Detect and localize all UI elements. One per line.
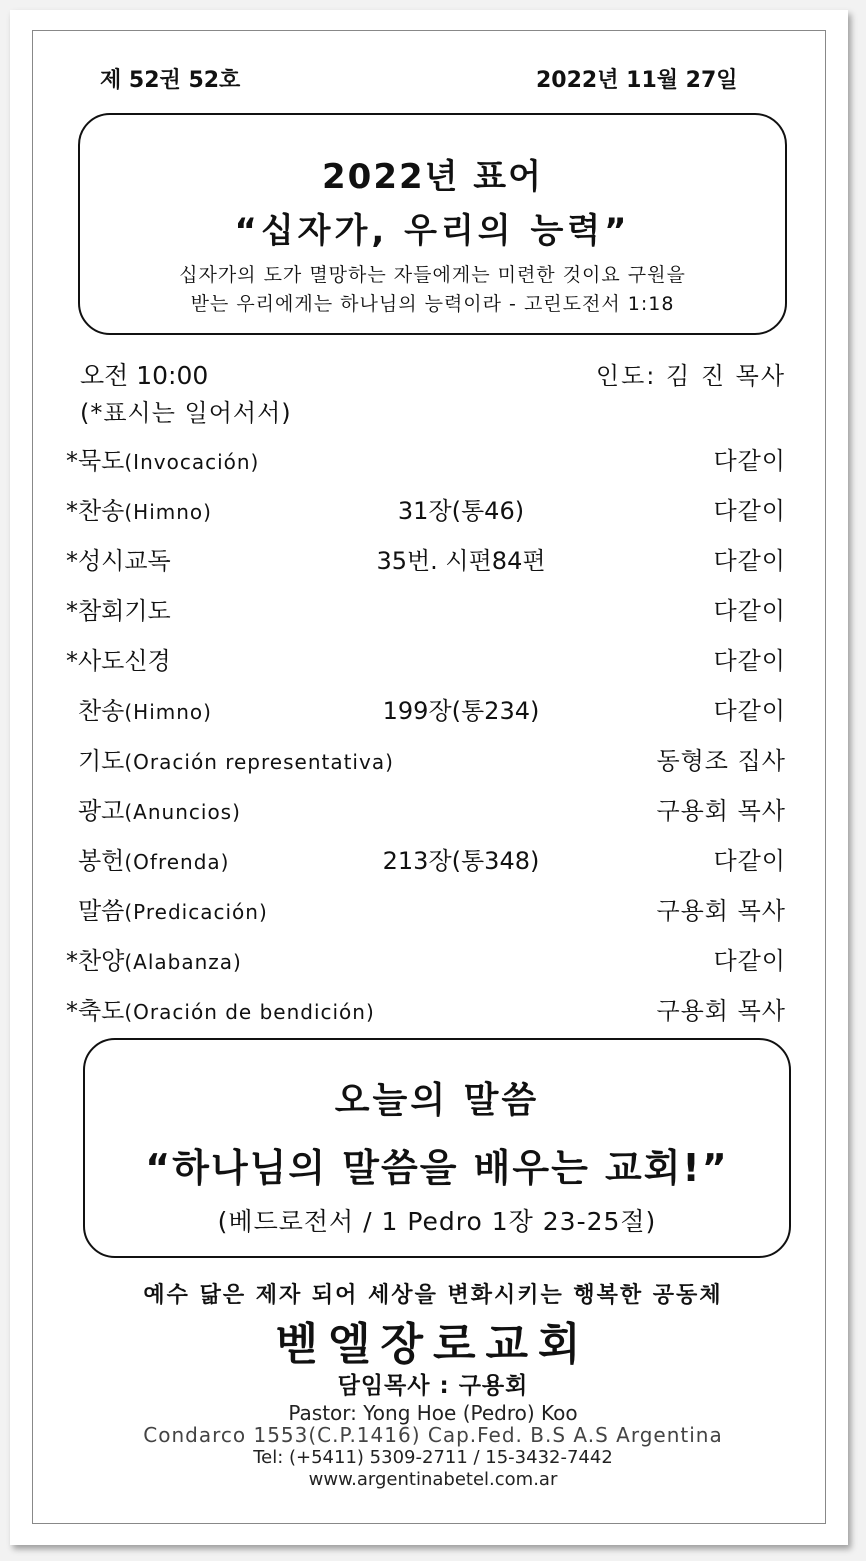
volume-number: 제 52권 52호	[100, 68, 241, 93]
item-detail: 31장(통46)	[397, 497, 525, 525]
worship-item	[66, 441, 786, 481]
item-spanish: (Invocación)	[124, 450, 260, 474]
item-spanish: (Himno)	[124, 500, 212, 524]
worship-item	[66, 991, 786, 1031]
church-address: Condarco 1553(C.P.1416) Cap.Fed. B.S A.S Argentina	[143, 1423, 723, 1447]
church-phone: Tel: (+5411) 5309-2711 / 15-3432-7442	[253, 1447, 613, 1468]
worship-item	[66, 741, 786, 781]
worship-item	[66, 791, 786, 831]
item-spanish: (Anuncios)	[124, 800, 241, 824]
item-spanish: (Ofrenda)	[124, 850, 230, 874]
item-name: *찬송	[66, 497, 125, 525]
sermon-reference: (베드로전서 / 1 Pedro 1장 23-25절)	[217, 1207, 657, 1236]
service-leader: 인도: 김 진 목사	[595, 362, 786, 390]
item-spanish: (Alabanza)	[124, 950, 242, 974]
bulletin-date: 2022년 11월 27일	[536, 68, 738, 93]
item-responsible: 다같이	[713, 597, 786, 625]
item-spanish: (Predicación)	[124, 900, 268, 924]
motto-verse-line-2: 받는 우리에게는 하나님의 능력이라 - 고린도전서 1:18	[190, 293, 675, 315]
item-responsible: 동형조 집사	[656, 747, 786, 775]
item-responsible: 다같이	[713, 947, 786, 975]
senior-pastor-en: Pastor: Yong Hoe (Pedro) Koo	[288, 1401, 578, 1425]
item-responsible: 다같이	[713, 697, 786, 725]
motto-phrase: “십자가, 우리의 능력”	[234, 211, 631, 251]
worship-item	[66, 691, 786, 731]
motto-box	[78, 113, 787, 335]
item-responsible: 다같이	[713, 447, 786, 475]
motto-title: 2022년 표어	[322, 157, 543, 197]
service-time: 오전 10:00	[80, 361, 209, 390]
item-responsible: 구용회 목사	[656, 797, 786, 825]
item-name: 광고	[78, 797, 125, 825]
worship-item	[66, 491, 786, 531]
worship-item	[66, 841, 786, 881]
item-name: 봉헌	[78, 847, 125, 875]
item-name: 찬송	[78, 697, 125, 725]
item-spanish: (Himno)	[124, 700, 212, 724]
item-spanish: (Oración de bendición)	[124, 1000, 375, 1024]
church-name: 벧엘장로교회	[275, 1319, 591, 1370]
item-detail: 213장(통348)	[382, 847, 540, 875]
worship-item	[66, 891, 786, 931]
item-detail: 199장(통234)	[382, 697, 540, 725]
standing-note: (*표시는 일어서서)	[80, 399, 292, 427]
item-responsible: 구용회 목사	[656, 897, 786, 925]
item-detail: 35번. 시편84편	[376, 547, 546, 575]
item-responsible: 구용회 목사	[656, 997, 786, 1025]
church-website: www.argentinabetel.com.ar	[308, 1469, 558, 1490]
worship-item	[66, 591, 786, 631]
item-responsible: 다같이	[713, 497, 786, 525]
item-responsible: 다같이	[713, 547, 786, 575]
item-responsible: 다같이	[713, 847, 786, 875]
worship-item	[66, 941, 786, 981]
item-name: *묵도	[66, 447, 125, 475]
item-name: *찬양	[66, 947, 125, 975]
item-spanish: (Oración representativa)	[124, 750, 394, 774]
item-name: 기도	[78, 747, 125, 775]
item-name: *사도신경	[66, 647, 171, 675]
motto-verse-line-1: 십자가의 도가 멸망하는 자들에게는 미련한 것이요 구원을	[179, 264, 686, 286]
senior-pastor-ko: 담임목사 : 구용회	[337, 1373, 529, 1399]
item-name: *축도	[66, 997, 125, 1025]
sermon-title: “하나님의 말씀을 배우는 교회!”	[145, 1146, 729, 1190]
sermon-heading: 오늘의 말씀	[334, 1080, 540, 1121]
item-name: *참회기도	[66, 597, 171, 625]
item-responsible: 다같이	[713, 647, 786, 675]
sermon-box	[83, 1038, 791, 1258]
item-name: 말씀	[78, 897, 125, 925]
church-slogan: 예수 닮은 제자 되어 세상을 변화시키는 행복한 공동체	[143, 1283, 723, 1308]
worship-item	[66, 641, 786, 681]
worship-item	[66, 541, 786, 581]
item-name: *성시교독	[66, 547, 171, 575]
